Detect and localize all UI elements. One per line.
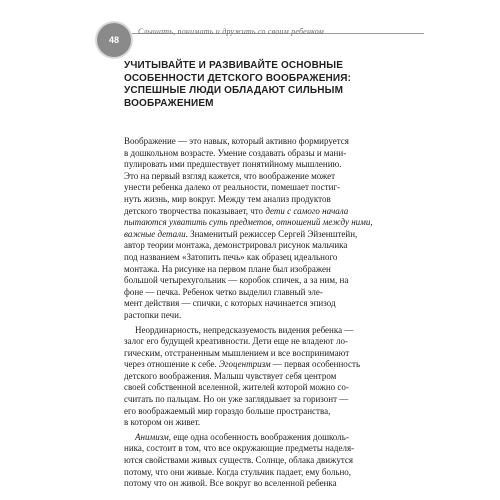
section-heading bbox=[124, 60, 364, 110]
text-line bbox=[124, 359, 384, 371]
section-heading-line: УСПЕШНЫЕ ЛЮДИ ОБЛАДАЮТ СИЛЬНЫМ bbox=[124, 85, 344, 96]
text-line: под названием «Затопить печь» как образец идеального bbox=[124, 251, 338, 262]
text-line bbox=[124, 229, 384, 241]
text-line: монтажа. На рисунке на первом плане был изображен bbox=[124, 263, 331, 274]
paragraph-animism bbox=[124, 432, 384, 490]
text-line: большой четырехугольник — коробок спичек, а за ним, на bbox=[124, 275, 349, 286]
body-text bbox=[124, 136, 384, 493]
text-line: залог его будущей креативности. Дети еще не владеют ло- bbox=[124, 336, 348, 347]
text-line: пулировать ими предшествует понятийному мышлению. bbox=[124, 159, 342, 170]
emphasis-run: дети с самого начала bbox=[265, 205, 349, 216]
text-line: ника, состоит в том, что все окружающие предметы наделя- bbox=[124, 443, 355, 454]
text-line: потому, что они живые. Когда стульчик падает, ему больно, bbox=[124, 466, 352, 477]
text-line bbox=[124, 432, 384, 444]
text-line: ются свойствами живых существ. Солнце, облака движутся bbox=[124, 455, 353, 466]
emphasis-run: Эгоцентризм bbox=[219, 359, 271, 370]
text-run: . Знаменитый режиссер Сергей Эйзенштейн, bbox=[185, 228, 358, 239]
text-line: нуть жизнь, мир вокруг. Между тем анализ продуктов bbox=[124, 193, 331, 204]
paragraph-egocentrism bbox=[124, 325, 384, 429]
page-number: 48 bbox=[108, 35, 119, 45]
text-run: детского творчества показывает, что bbox=[124, 205, 266, 216]
text-line bbox=[124, 217, 384, 229]
text-line: Воображение — это навык, который активно формируется bbox=[124, 136, 349, 146]
text-line: Это на первый взгляд кажется, что воображение может bbox=[124, 170, 336, 181]
text-line: унести ребенка далеко от реальности, помешает постиг- bbox=[124, 182, 341, 193]
text-line: детского воображения. Малыш чувствует себя центром bbox=[124, 370, 337, 381]
text-line: своей собственной вселенной, жителей которой можно со- bbox=[124, 382, 349, 393]
text-run: — первая особенность bbox=[270, 359, 361, 370]
text-run: через отношение к себе. bbox=[124, 359, 220, 370]
text-line: потому что он живой. Все вокруг во вселенной ребенка bbox=[124, 478, 337, 489]
text-line bbox=[124, 206, 384, 218]
text-line: растопки печи. bbox=[124, 309, 182, 320]
emphasis-run: важные детали bbox=[124, 228, 186, 239]
running-head: Слышать, понимать и дружить со своим ребенком bbox=[138, 27, 324, 36]
emphasis-run: пытаются ухватить суть предметов, отношений между ними, bbox=[124, 217, 373, 228]
section-heading-line: ВООБРАЖЕНИЕМ bbox=[124, 97, 214, 109]
text-line: автор теории монтажа, демонстрировал рисунок мальчика bbox=[124, 240, 348, 251]
text-line: считать по пальцам. Но он уже заглядывает за горизонт — bbox=[124, 394, 349, 405]
emphasis-run: Анимизм bbox=[135, 431, 169, 442]
text-line: Неординарность, непредсказуемость видения ребенка — bbox=[135, 324, 354, 335]
text-line: в дошкольном возрасте. Умение создавать образы и мани- bbox=[124, 147, 347, 158]
section-heading-line: ОСОБЕННОСТИ ДЕТСКОГО ВООБРАЖЕНИЯ: bbox=[124, 72, 352, 84]
text-line: мент действия — спички, с которых начинается эпизод bbox=[124, 298, 336, 309]
text-line: фоне — печка. Ребенок четко выделил главный эле- bbox=[124, 286, 323, 297]
text-line: его воображаемый мир гораздо больше пространства, bbox=[124, 405, 331, 416]
text-run: , еще одна особенность воображения дошколь- bbox=[168, 431, 349, 442]
page-number-badge bbox=[97, 23, 131, 57]
paragraph-imagination bbox=[124, 136, 384, 322]
section-heading-line: УЧИТЫВАЙТЕ И РАЗВИВАЙТЕ ОСНОВНЫЕ bbox=[124, 60, 344, 71]
text-line: гическим, отстраненным мышлением и все воспринимают bbox=[124, 347, 350, 358]
text-line: в котором он живет. bbox=[124, 417, 201, 428]
